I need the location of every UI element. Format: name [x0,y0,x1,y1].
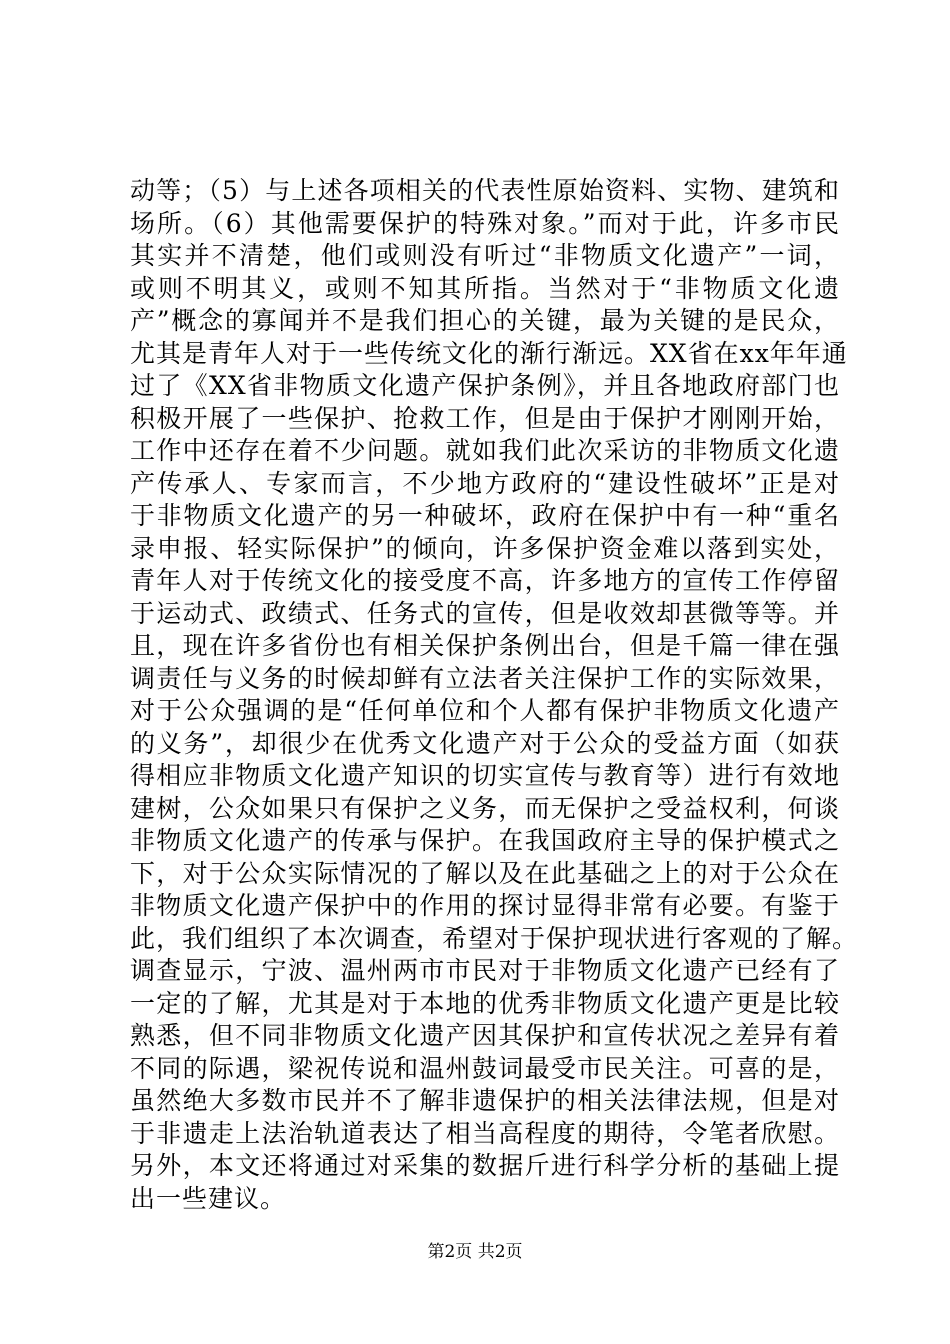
text-line-3: 其实并不清楚，他们或则没有听过“非物质文化遗产”一词， [130,241,840,270]
text-line-30: 于非遗走上法治轨道表达了相当高程度的期待，令笔者欣慰。 [130,1118,840,1148]
text-line-28: 不同的际遇，梁祝传说和温州鼓词最受市民关注。可喜的是， [130,1053,840,1083]
text-line-9: 工作中还存在着不少问题。就如我们此次采访的非物质文化遗 [130,436,840,465]
text-line-25: 调查显示，宁波、温州两市市民对于非物质文化遗产已经有了 [130,956,840,985]
text-line-18: 的义务”，却很少在优秀文化遗产对于公众的受益方面（如获 [130,728,840,758]
text-line-4: 或则不明其义，或则不知其所指。当然对于“非物质文化遗 [130,273,840,303]
text-line-24: 此，我们组织了本次调查，希望对于保护现状进行客观的了解。 [130,923,859,953]
text-line-11: 于非物质文化遗产的另一种破坏，政府在保护中有一种“重名 [130,501,840,530]
text-line-23: 非物质文化遗产保护中的作用的探讨显得非常有必要。有鉴于 [130,891,840,920]
text-line-13: 青年人对于传统文化的接受度不高，许多地方的宣传工作停留 [130,566,840,595]
text-line-14: 于运动式、政绩式、任务式的宣传，但是收效却甚微等等。并 [130,598,840,628]
text-line-1: 动等；（5）与上述各项相关的代表性原始资料、实物、建筑和 [130,176,840,205]
text-line-6: 尤其是青年人对于一些传统文化的渐行渐远。XX省在xx年年通 [130,338,848,368]
text-line-27: 熟悉，但不同非物质文化遗产因其保护和宣传状况之差异有着 [130,1021,840,1050]
text-line-10: 产传承人、专家而言，不少地方政府的“建设性破坏”正是对 [130,468,840,498]
text-line-21: 非物质文化遗产的传承与保护。在我国政府主导的保护模式之 [130,826,840,855]
page-footer [0,1240,950,1264]
text-line-31: 另外，本文还将通过对采集的数据斤进行科学分析的基础上提 [130,1151,840,1180]
body-paragraph [130,175,859,1215]
text-line-15: 且，现在许多省份也有相关保护条例出台，但是千篇一律在强 [130,631,840,660]
text-line-26: 一定的了解，尤其是对于本地的优秀非物质文化遗产更是比较 [130,988,840,1018]
text-line-22: 下，对于公众实际情况的了解以及在此基础之上的对于公众在 [130,858,840,888]
text-line-19: 得相应非物质文化遗产知识的切实宣传与教育等）进行有效地 [130,761,840,790]
text-line-20: 建树，公众如果只有保护之义务，而无保护之受益权利，何谈 [130,793,840,823]
text-line-2: 场所。（6）其他需要保护的特殊对象。”而对于此，许多市民 [130,208,840,238]
text-line-8: 积极开展了一些保护、抢救工作，但是由于保护才刚刚开始， [130,403,840,433]
text-line-32: 出一些建议。 [130,1183,287,1213]
text-line-17: 对于公众强调的是“任何单位和个人都有保护非物质文化遗产 [130,696,840,725]
text-line-7: 过了《XX省非物质文化遗产保护条例》，并且各地政府部门也 [130,371,840,400]
text-line-29: 虽然绝大多数市民并不了解非遗保护的相关法律法规，但是对 [130,1086,840,1115]
page-number-label: 第2页 共2页 [427,1242,523,1262]
text-line-12: 录申报、轻实际保护”的倾向，许多保护资金难以落到实处， [130,533,840,563]
text-line-16: 调责任与义务的时候却鲜有立法者关注保护工作的实际效果， [130,663,840,693]
text-line-5: 产”概念的寡闻并不是我们担心的关键，最为关键的是民众， [130,306,840,335]
